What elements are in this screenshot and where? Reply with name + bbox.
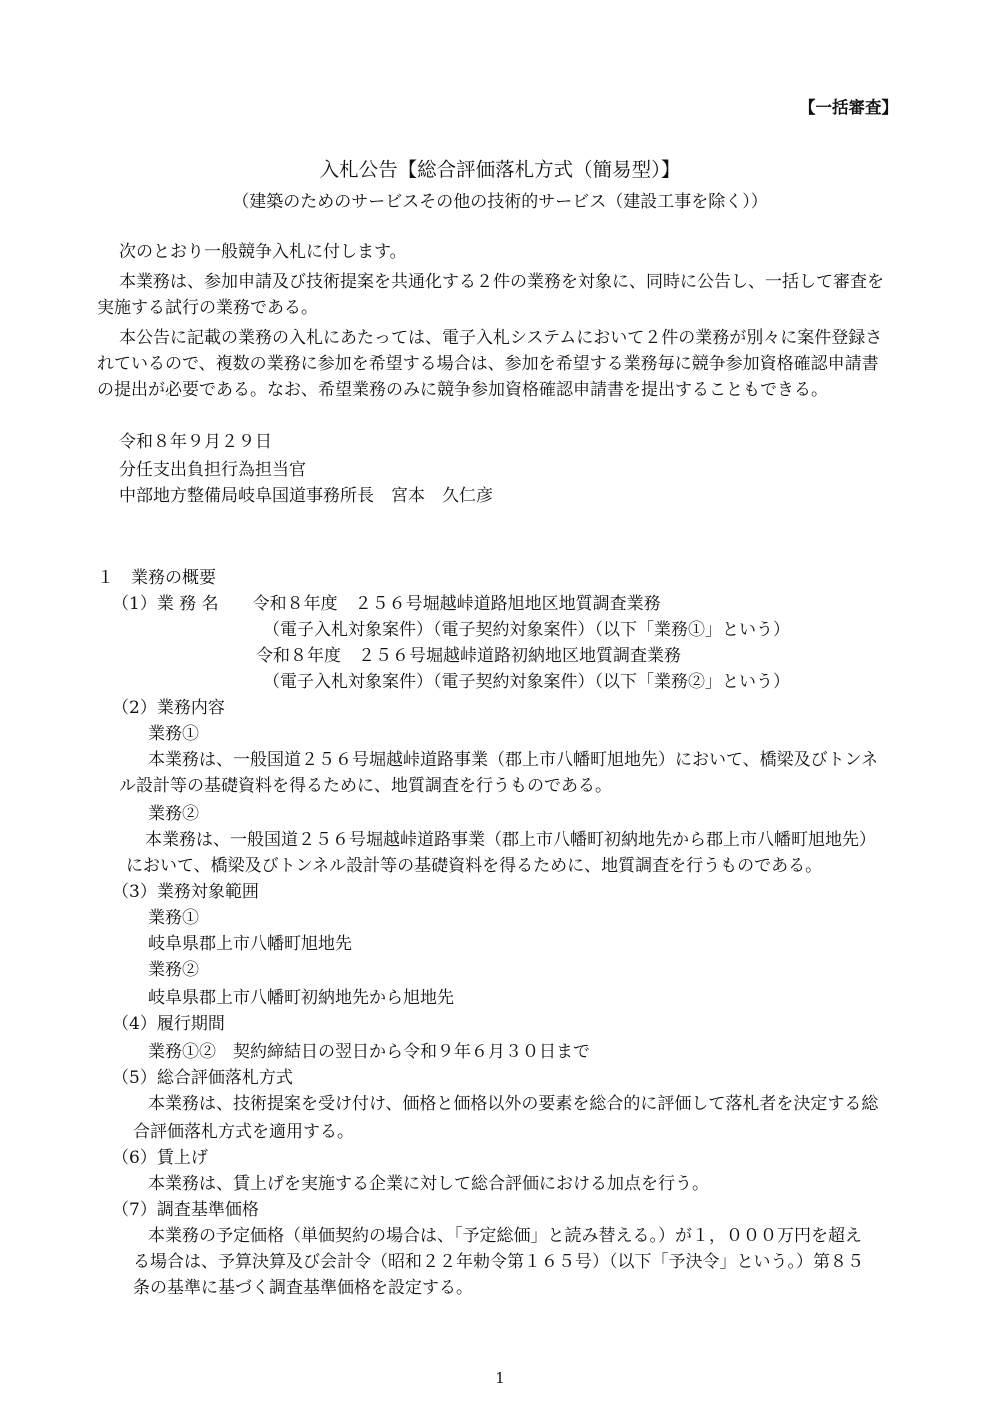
intro-line: 実施する試行の業務である。	[97, 298, 318, 318]
section-line: 本業務の予定価格（単価契約の場合は、「予定総価」と読み替える。）が１，０００万円を超え	[148, 1226, 862, 1246]
section-heading: １ 業務の概要	[97, 568, 216, 588]
issue-date: 令和８年９月２９日	[119, 432, 272, 452]
section-line: 本業務は、技術提案を受け付け、価格と価格以外の要素を総合的に評価して落札者を決定する総	[148, 1094, 879, 1114]
intro-line: 本業務は、参加申請及び技術提案を共通化する２件の業務を対象に、同時に公告し、一括して審査を	[119, 272, 884, 292]
section-line: ル設計等の基礎資料を得るために、地質調査を行うものである。	[119, 776, 612, 796]
intro-line: 本公告に記載の業務の入札にあたっては、電子入札システムにおいて２件の業務が別々に案件登録さ	[119, 328, 883, 348]
page-number: 1	[495, 1369, 505, 1387]
intro-line: 次のとおり一般競争入札に付します。	[119, 242, 407, 262]
section-line: （7）調査基準価格	[112, 1200, 259, 1220]
section-line: 岐阜県郡上市八幡町旭地先	[148, 934, 352, 954]
section-line: 岐阜県郡上市八幡町初納地先から旭地先	[148, 988, 454, 1008]
issuer-role: 分任支出負担行為担当官	[119, 460, 306, 480]
section-line: （5）総合評価落札方式	[112, 1068, 293, 1088]
section-line: 合評価落札方式を適用する。	[133, 1122, 354, 1142]
section-line: において、橋梁及びトンネル設計等の基礎資料を得るために、地質調査を行うものである。	[126, 856, 823, 876]
section-line: （4）履行期間	[112, 1014, 225, 1034]
review-type-tag: 【一括審査】	[799, 98, 898, 117]
section-line: 業務①	[148, 724, 199, 744]
page-subtitle: （建築のためのサービスその他の技術的サービス（建設工事を除く））	[232, 192, 768, 212]
section-line: （3）業務対象範囲	[112, 882, 259, 902]
section-line: （電子入札対象案件）（電子契約対象案件）（以下「業務①」という）	[263, 620, 790, 640]
section-line: 本業務は、一般国道２５６号堀越峠道路事業（郡上市八幡町初納地先から郡上市八幡町旭地先）	[145, 830, 876, 850]
page-title: 入札公告【総合評価落札方式（簡易型）】	[319, 158, 681, 181]
intro-line: れているので、複数の業務に参加を希望する場合は、参加を希望する業務毎に競争参加資格確認申請書	[97, 354, 879, 374]
section-line: 条の基準に基づく調査基準価格を設定する。	[133, 1278, 473, 1298]
section-line: 本業務は、賃上げを実施する企業に対して総合評価における加点を行う。	[148, 1174, 709, 1194]
issuer-name: 中部地方整備局岐阜国道事務所長 宮本 久仁彦	[119, 486, 493, 506]
section-line: 業務①	[148, 908, 199, 928]
section-line: （2）業務内容	[112, 698, 225, 718]
intro-line: の提出が必要である。なお、希望業務のみに競争参加資格確認申請書を提出することもできる。	[97, 380, 828, 400]
section-line: 本業務は、一般国道２５６号堀越峠道路事業（郡上市八幡町旭地先）において、橋梁及びトンネ	[148, 750, 879, 770]
section-line: （6）賃上げ	[112, 1148, 208, 1168]
section-line: （1）業 務 名 令和８年度 ２５６号堀越峠道路旭地区地質調査業務	[112, 594, 661, 614]
section-line: （電子入札対象案件）（電子契約対象案件）（以下「業務②」という）	[263, 672, 790, 692]
section-line: 令和８年度 ２５６号堀越峠道路初納地区地質調査業務	[256, 646, 681, 666]
section-line: 業務②	[148, 804, 199, 824]
section-line: 業務①② 契約締結日の翌日から令和９年６月３０日まで	[148, 1042, 590, 1062]
section-line: る場合は、予算決算及び会計令（昭和２２年勅令第１６５号）（以下「予決令」という。）第８５	[133, 1252, 864, 1272]
section-line: 業務②	[148, 960, 199, 980]
